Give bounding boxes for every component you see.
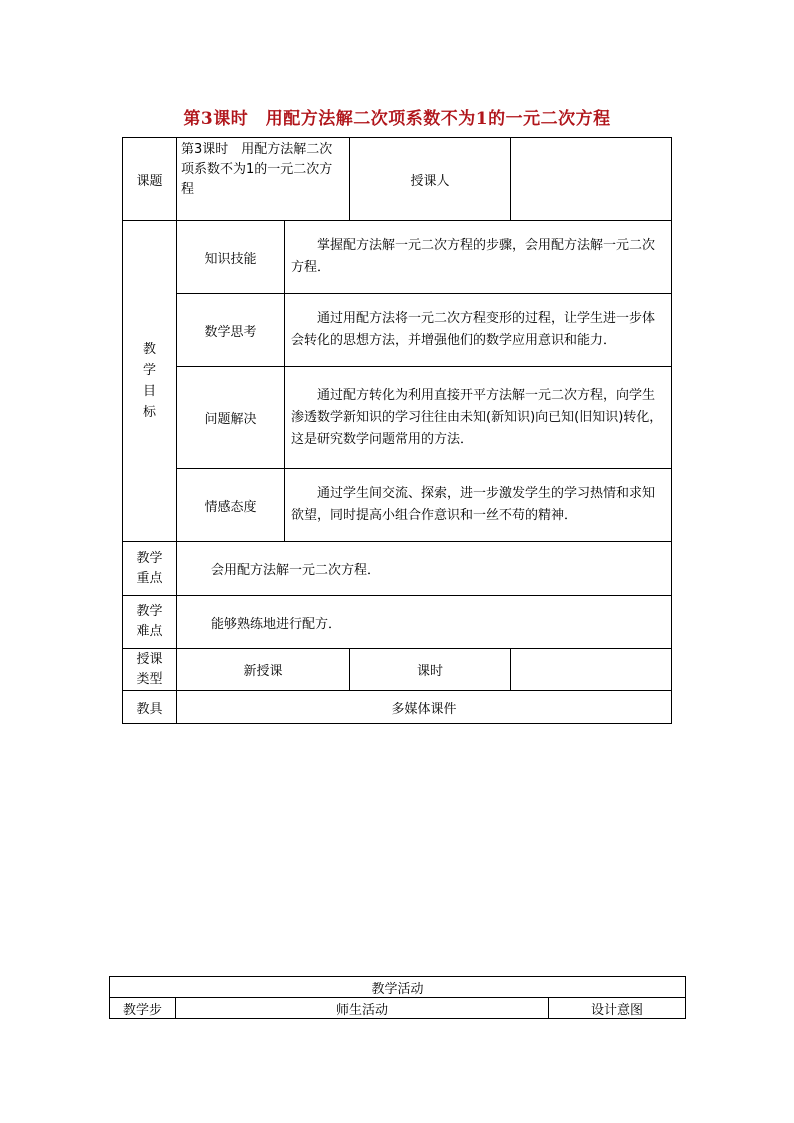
activity-header: 教学活动 — [110, 977, 686, 998]
goal-text: 掌握配方法解一元二次方程的步骤，会用配方法解一元二次方程． — [285, 221, 672, 294]
goal-text: 通过用配方法将一元二次方程变形的过程，让学生进一步体会转化的思想方法，并增强他们的数学应用意识和能力． — [285, 294, 672, 367]
goal-name: 知识技能 — [177, 221, 285, 294]
lesson-type-value: 新授课 — [177, 649, 350, 691]
table-row-goal — [123, 469, 672, 542]
table-row-goal — [123, 294, 672, 367]
teacher-label: 授课人 — [350, 138, 511, 221]
key-point-label — [123, 542, 177, 596]
goals-label-char: 标 — [142, 405, 156, 420]
table-row-key-point — [123, 542, 672, 596]
table-row-lesson-type — [123, 649, 672, 691]
goal-name: 情感态度 — [177, 469, 285, 542]
goals-label-char: 教 — [142, 342, 156, 357]
column-header: 教学步 — [110, 998, 176, 1019]
table-row-difficulty — [123, 596, 672, 649]
label-line: 教学 — [136, 604, 163, 619]
activity-header-row — [110, 977, 686, 998]
tools-label: 教具 — [123, 691, 177, 724]
table-row-goal — [123, 367, 672, 469]
lesson-type-label — [123, 649, 177, 691]
goal-name: 数学思考 — [177, 294, 285, 367]
teacher-value — [511, 138, 672, 221]
label-line: 类型 — [136, 671, 163, 687]
column-header: 设计意图 — [549, 998, 686, 1019]
topic-value: 第3课时 用配方法解二次项系数不为1的一元二次方程 — [177, 138, 350, 221]
label-line: 授课 — [136, 651, 163, 667]
tools-value: 多媒体课件 — [177, 691, 672, 724]
table-row-goal — [123, 221, 672, 294]
goals-label — [123, 221, 177, 542]
page-title: 第3课时 用配方法解二次项系数不为1的一元二次方程 — [183, 109, 611, 129]
hours-value — [511, 649, 672, 691]
difficulty-text: 能够熟练地进行配方． — [177, 596, 672, 649]
topic-label: 课题 — [123, 138, 177, 221]
difficulty-label — [123, 596, 177, 649]
table-row-tools — [123, 691, 672, 724]
label-line: 教学 — [136, 550, 163, 566]
goals-label-char: 学 — [142, 363, 156, 378]
column-header: 师生活动 — [176, 998, 549, 1019]
goals-label-char: 目 — [142, 384, 156, 399]
hours-label: 课时 — [350, 649, 511, 691]
activity-columns-row — [110, 998, 686, 1019]
key-point-text: 会用配方法解一元二次方程． — [177, 542, 672, 596]
goal-text: 通过配方转化为利用直接开平方法解一元二次方程，向学生渗透数学新知识的学习往往由未知(新知识)向已知(旧知识)转化，这是研究数学问题常用的方法． — [285, 367, 672, 469]
label-line: 重点 — [136, 570, 163, 586]
teaching-activity-table — [109, 976, 686, 1019]
table-row-topic — [123, 138, 672, 221]
lesson-plan-table — [122, 137, 672, 724]
goal-text: 通过学生间交流、探索，进一步激发学生的学习热情和求知欲望，同时提高小组合作意识和一丝不苟的精神． — [285, 469, 672, 542]
goal-name: 问题解决 — [177, 367, 285, 469]
label-line: 难点 — [136, 624, 163, 639]
